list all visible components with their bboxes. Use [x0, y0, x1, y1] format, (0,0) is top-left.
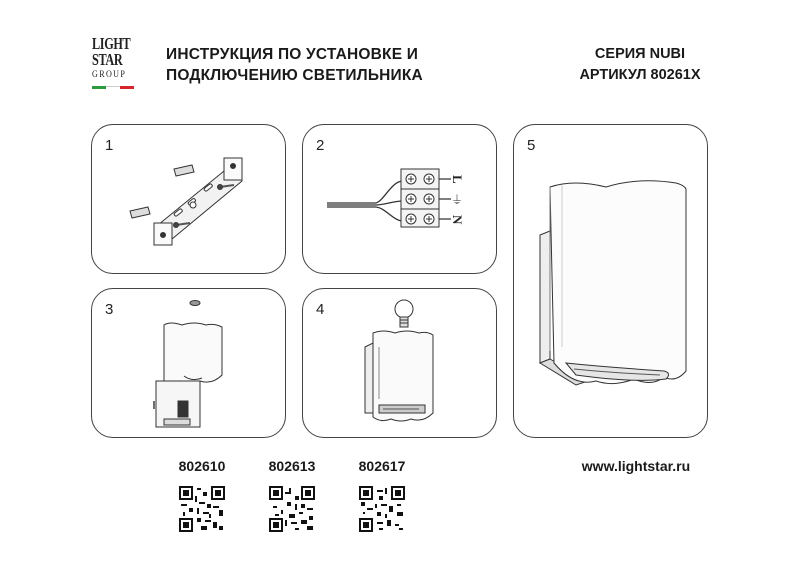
terminal-label-l: L: [450, 175, 465, 184]
step-number: 1: [105, 137, 114, 154]
bracket-illustration: [92, 125, 287, 275]
qr-code-1: [179, 486, 225, 532]
step-2-panel: [302, 124, 497, 274]
terminal-label-n: N: [450, 215, 465, 225]
brand-logo: [92, 36, 152, 94]
title-line-1: ИНСТРУКЦИЯ ПО УСТАНОВКЕ И: [166, 46, 419, 63]
product-code-2: 802613: [268, 458, 316, 474]
step-1-panel: [91, 124, 286, 274]
step-3-panel: [91, 288, 286, 438]
logo-line-3: GROUP: [92, 69, 127, 79]
assembled-lamp-illustration: [514, 125, 709, 439]
title-line-2: ПОДКЛЮЧЕНИЮ СВЕТИЛЬНИКА: [166, 67, 423, 84]
step-number: 4: [316, 301, 325, 318]
series-name: СЕРИЯ NUBI: [594, 46, 686, 62]
product-code-3: 802617: [358, 458, 406, 474]
product-code-1: 802610: [178, 458, 226, 474]
bulb-install-illustration: [303, 289, 498, 439]
page-title: [166, 44, 486, 86]
qr-code-2: [269, 486, 315, 532]
step-number: 2: [316, 137, 325, 154]
logo-flag-stripe: [92, 86, 134, 89]
logo-line-1: LIGHT: [92, 34, 131, 53]
logo-line-2: STAR: [92, 50, 123, 69]
product-series-info: [560, 44, 720, 86]
step-5-panel: [513, 124, 708, 438]
step-4-panel: [302, 288, 497, 438]
qr-code-3: [359, 486, 405, 532]
step-number: 5: [527, 137, 536, 154]
article-number: АРТИКУЛ 80261X: [579, 67, 701, 83]
terminal-label-ground: ⏚: [451, 193, 464, 207]
step-number: 3: [105, 301, 114, 318]
shade-mount-illustration: [92, 289, 287, 439]
website-link[interactable]: www.lightstar.ru: [581, 458, 691, 474]
wiring-illustration: [303, 125, 498, 275]
